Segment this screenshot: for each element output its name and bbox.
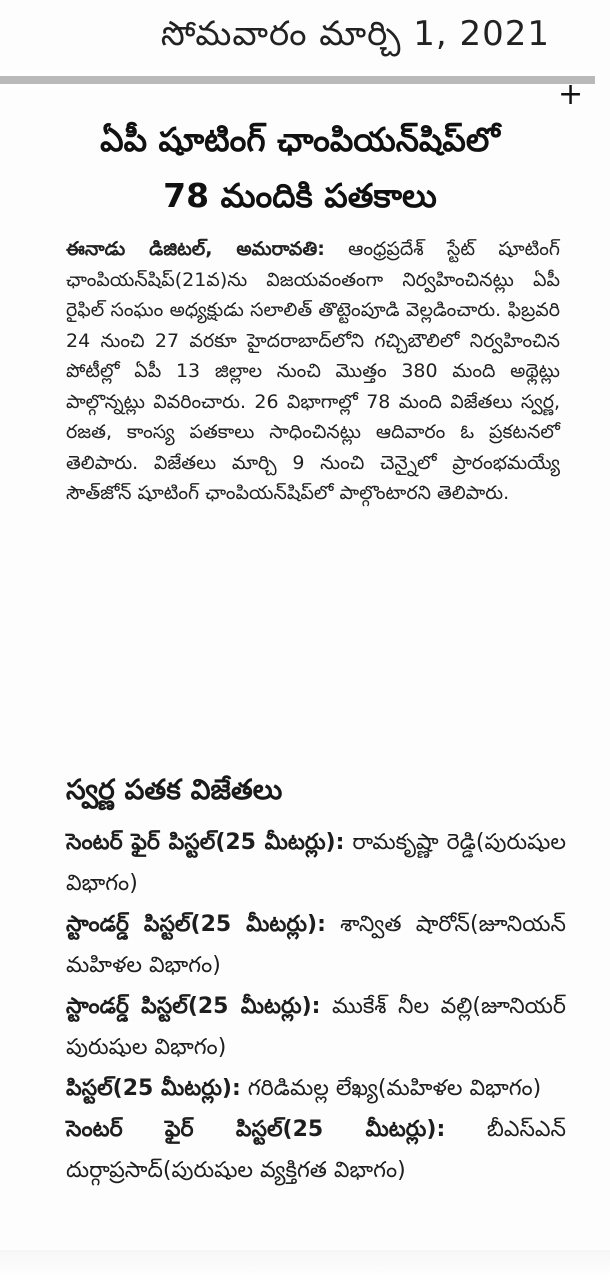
article-text: ఆంధ్రప్రదేశ్ స్టేట్ షూటింగ్ ఛాంపియన్‌షిప్(21వ)ను విజయవంతంగా నిర్వహించినట్లు ఏపీ రైఫిల్ సంఘం అధ్యక్షుడు సలాలిత్ తొట్టెంపూడి వెల్లడించారు. ఫిబ్రవరి 24 నుంచి 27 వరకూ హైదరాబాద్‌లోని గచ్చిబౌలిలో నిర్వహించిన పోటీల్లో ఏపీ 13 జిల్లాల నుంచి మొత్తం 380 మంది అథ్లెట్లు పాల్గొన్నట్లు వివరించారు. 26 విభాగాల్లో 78 మంది విజేతలు స్వర్ణ, రజత, కాంస్య పతకాలు సాధించినట్లు ఆదివారం ఓ ప్రకటనలో తెలిపారు. విజేతలు మార్చి 9 నుంచి చెన్నైలో ప్రారంభమయ్యే సౌత్‌జోన్ షూటింగ్ ఛాంపియన్‌షిప్‌లో పాల్గొంటారని తెలిపారు. xyxy=(66,238,560,504)
winner-name: రామకృష్ణా రెడ్డి(పురుషుల విభాగం) xyxy=(66,830,567,896)
headline xyxy=(20,112,580,224)
winner-name: శాన్విత షారోన్(జూనియన్ మహిళల విభాగం) xyxy=(66,912,566,978)
winner-name: బీఎస్ఎన్ దుర్గాప్రసాద్(పురుషుల వ్యక్తిగత విభాగం) xyxy=(66,1117,566,1183)
winner-event: పిస్టల్(25 మీటర్లు): xyxy=(66,1076,241,1101)
winners-list xyxy=(66,822,566,1191)
article-lead: ఈనాడు డిజిటల్, అమరావతి: xyxy=(66,238,325,260)
winner-event: స్టాండర్డ్ పిస్టల్(25 మీటర్లు): xyxy=(66,912,326,937)
headline-line-2: 78 మందికి పతకాలు xyxy=(163,176,437,215)
headline-line-1: ఏపీ షూటింగ్ ఛాంపియన్‌షిప్‌లో xyxy=(100,120,500,159)
winners-heading: స్వర్ణ పతక విజేతలు xyxy=(66,773,283,806)
header-rule xyxy=(0,76,595,84)
winner-entry xyxy=(66,986,566,1068)
winner-name: గరిడిమల్ల లేఖ్య(మహిళల విభాగం) xyxy=(247,1076,542,1101)
crop-mark: + xyxy=(558,77,584,112)
dateline: సోమవారం మార్చి 1, 2021 xyxy=(160,14,550,54)
winner-entry xyxy=(66,822,566,904)
winner-entry xyxy=(66,1068,566,1109)
winner-entry xyxy=(66,904,566,986)
winner-name: ముకేశ్ నీల వల్లి(జూనియర్ పురుషుల విభాగం) xyxy=(66,994,566,1060)
winner-entry xyxy=(66,1109,566,1191)
winner-event: సెంటర్ ఫైర్ పిస్టల్(25 మీటర్లు): xyxy=(66,830,345,855)
page-bottom-edge xyxy=(0,1250,610,1280)
winner-event: స్టాండర్డ్ పిస్టల్(25 మీటర్లు): xyxy=(66,994,321,1019)
article-body xyxy=(66,234,560,509)
winner-event: సెంటర్ ఫైర్ పిస్టల్(25 మీటర్లు): xyxy=(66,1117,446,1142)
